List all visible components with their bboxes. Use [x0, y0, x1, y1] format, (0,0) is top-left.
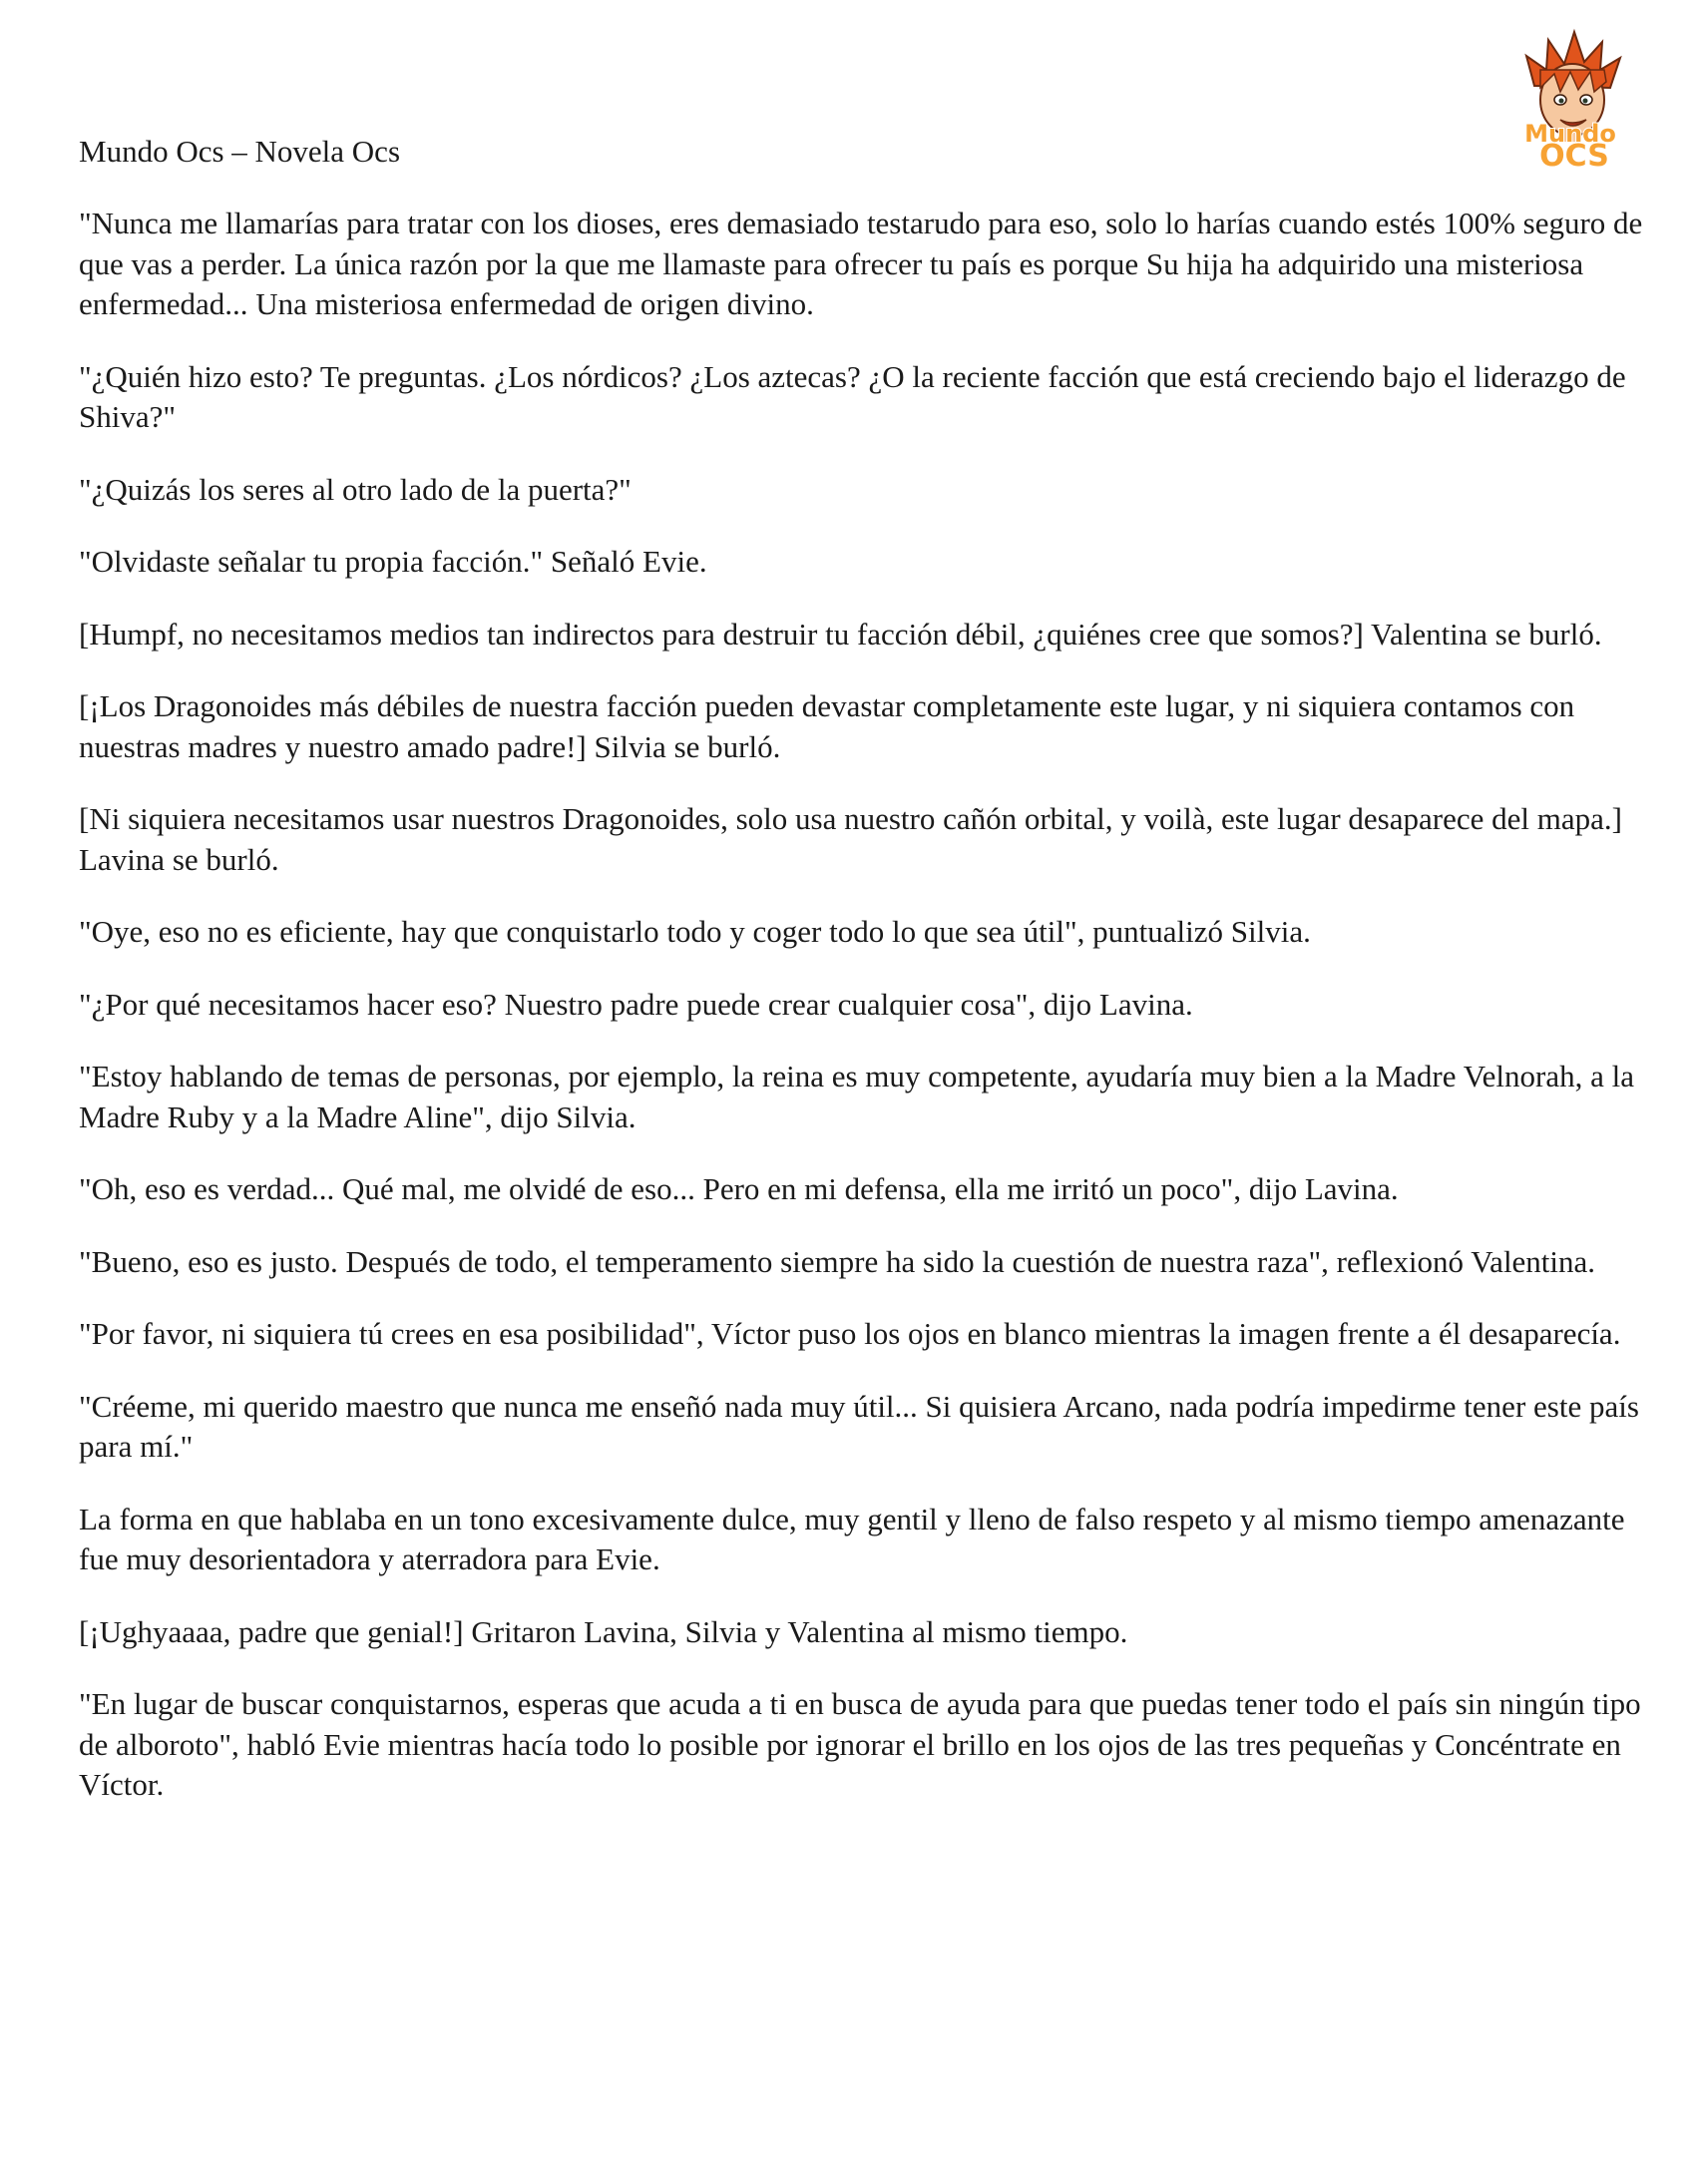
paragraph: "¿Quizás los seres al otro lado de la puerta?" [79, 471, 632, 507]
paragraph: "En lugar de buscar conquistarnos, esperas que acuda a ti en busca de ayuda para que puedas tener todo el país sin ningún tipo de alboroto", habló Evie mientras hacía todo lo posible por ignorar el brillo en los ojos de las tres pequeñas y Concéntrate en Víctor. [79, 1686, 1641, 1802]
paragraph: [Humpf, no necesitamos medios tan indirectos para destruir tu facción débil, ¿quiénes cree que somos?] Valentina se burló. [79, 616, 1602, 652]
paragraph: [¡Ughyaaaa, padre que genial!] Gritaron Lavina, Silvia y Valentina al mismo tiempo. [79, 1613, 1128, 1649]
paragraph: La forma en que hablaba en un tono excesivamente dulce, muy gentil y lleno de falso respeto y al mismo tiempo amenazante fue muy desorientadora y aterradora para Evie. [79, 1501, 1625, 1576]
paragraph: "Oh, eso es verdad... Qué mal, me olvidé de eso... Pero en mi defensa, ella me irritó un poco", dijo Lavina. [79, 1171, 1399, 1206]
paragraph: "Nunca me llamarías para tratar con los dioses, eres demasiado testarudo para eso, solo lo harías cuando estés 100% seguro de que vas a perder. La única razón por la que me llamaste para ofrecer tu país es porque Su hija ha adquirido una misteriosa enfermedad... Una misteriosa enfermedad de origen divino. [79, 206, 1643, 321]
paragraph: "Olvidaste señalar tu propia facción." Señaló Evie. [79, 544, 707, 579]
paragraph: "Créeme, mi querido maestro que nunca me enseñó nada muy útil... Si quisiera Arcano, nada podría impedirme tener este país para mí." [79, 1388, 1639, 1464]
logo-text-line1: Mundo [1524, 120, 1616, 148]
paragraph: "Oye, eso no es eficiente, hay que conquistarlo todo y coger todo lo que sea útil", puntualizó Silvia. [79, 914, 1311, 949]
paragraph: "Bueno, eso es justo. Después de todo, el temperamento siempre ha sido la cuestión de nuestra raza", reflexionó Valentina. [79, 1243, 1596, 1279]
paragraph: "Por favor, ni siquiera tú crees en esa posibilidad", Víctor puso los ojos en blanco mientras la imagen frente a él desaparecía. [79, 1316, 1621, 1351]
novel-text [79, 204, 1655, 1838]
paragraph: "¿Por qué necesitamos hacer eso? Nuestro padre puede crear cualquier cosa", dijo Lavina. [79, 986, 1193, 1022]
logo-text-line2: OCS [1539, 139, 1609, 172]
page-header: Mundo Ocs – Novela Ocs [79, 134, 401, 169]
paragraph: "Estoy hablando de temas de personas, por ejemplo, la reina es muy competente, ayudaría muy bien a la Madre Velnorah, a la Madre Ruby y a la Madre Aline", dijo Silvia. [79, 1059, 1634, 1134]
mundo-ocs-logo [1504, 26, 1640, 172]
paragraph: [Ni siquiera necesitamos usar nuestros Dragonoides, solo usa nuestro cañón orbital, y voilà, este lugar desaparece del mapa.] Lavina se burló. [79, 801, 1622, 877]
paragraph: "¿Quién hizo esto? Te preguntas. ¿Los nórdicos? ¿Los aztecas? ¿O la reciente facción que está creciendo bajo el liderazgo de Shiva?" [79, 358, 1626, 434]
paragraph: [¡Los Dragonoides más débiles de nuestra facción pueden devastar completamente este lugar, y ni siquiera contamos con nuestras madres y nuestro amado padre!] Silvia se burló. [79, 688, 1575, 764]
